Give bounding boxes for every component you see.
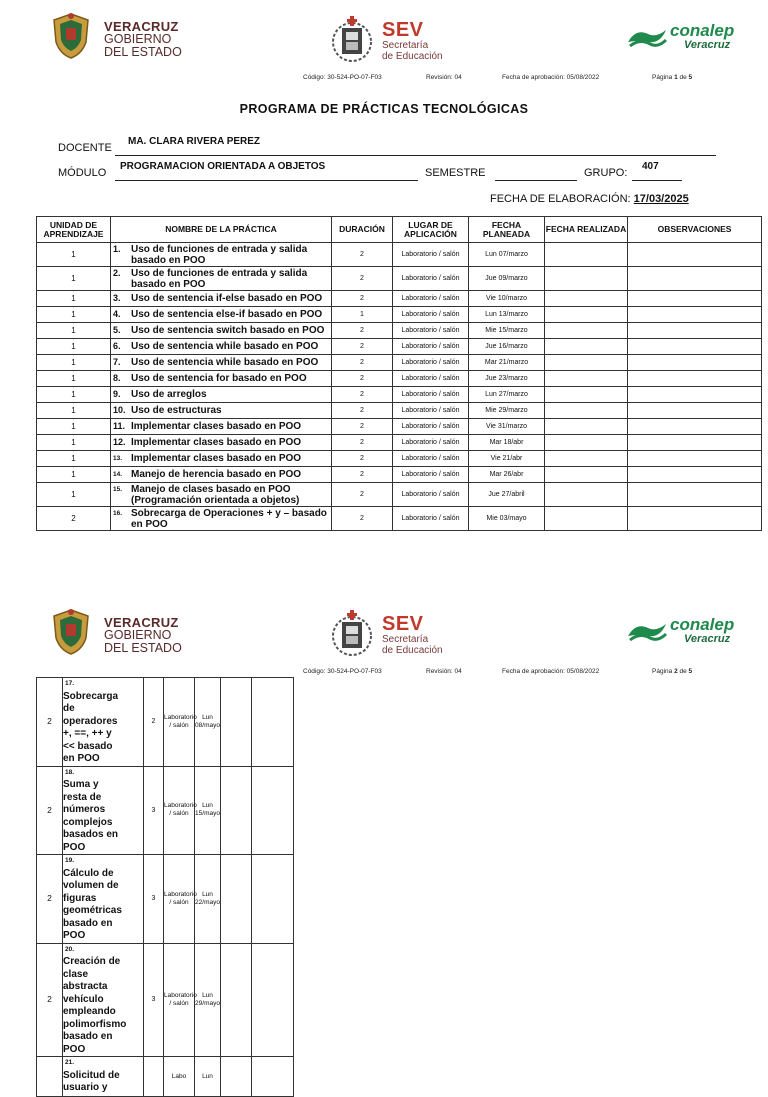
- table-row: [37, 507, 762, 531]
- veracruz-line3: DEL ESTADO: [104, 641, 182, 655]
- cell-duracion: 2: [332, 387, 393, 403]
- cell-fecha-planeada: Vie 21/abr: [469, 451, 545, 467]
- cell-nombre: [63, 766, 144, 855]
- cell-lugar: Laboratorio / salón: [393, 339, 469, 355]
- cell-nombre: [63, 678, 144, 767]
- cell-fecha-planeada: Lun 27/marzo: [469, 387, 545, 403]
- cell-observaciones: [628, 467, 762, 483]
- cell-lugar: Laboratorio / salón: [164, 855, 195, 944]
- cell-duracion: 2: [144, 678, 164, 767]
- cell-num: 7.: [113, 357, 121, 367]
- cell-num: 11.: [113, 421, 126, 431]
- cell-duracion: 2: [332, 323, 393, 339]
- veracruz-line1: VERACRUZ: [104, 19, 179, 34]
- cell-duracion: 2: [332, 419, 393, 435]
- sev-line2: Secretaría: [382, 634, 429, 645]
- fecha-elaboracion-value: 17/03/2025: [633, 193, 689, 205]
- cell-unidad: 2: [37, 507, 111, 531]
- cell-nombre-text: Uso de sentencia while basado en POO: [131, 341, 319, 352]
- cell-lugar: Laboratorio / salón: [393, 467, 469, 483]
- cell-nombre: [111, 267, 332, 291]
- cell-observaciones: [628, 267, 762, 291]
- cell-nombre: [63, 1057, 144, 1097]
- cell-fecha-realizada: [545, 507, 628, 531]
- cell-nombre-text: Uso de funciones de entrada y salida basado en POO: [131, 243, 308, 266]
- cell-duracion: 2: [332, 339, 393, 355]
- cell-duracion: 2: [332, 291, 393, 307]
- cell-num: 10.: [113, 405, 126, 415]
- cell-nombre-text: Cálculo de volumen de figuras geométricas basado en POO: [63, 867, 122, 941]
- cell-observaciones: [628, 483, 762, 507]
- cell-fecha-planeada: Mar 18/abr: [469, 435, 545, 451]
- cell-observaciones: [628, 291, 762, 307]
- cell-fecha-planeada: Vie 31/marzo: [469, 419, 545, 435]
- grupo-value: 407: [642, 161, 659, 172]
- cell-nombre-text: Uso de arreglos: [131, 389, 207, 400]
- sev-line3: de Educación: [382, 51, 443, 62]
- cell-num: 15.: [113, 485, 123, 493]
- docente-underline: [115, 155, 716, 156]
- table-row: [37, 403, 762, 419]
- col-lugar: LUGAR DE APLICACIÓN: [393, 217, 469, 243]
- practicas-table-p2: [36, 677, 294, 1097]
- cell-lugar: Laboratorio / salón: [393, 419, 469, 435]
- semestre-underline: [495, 180, 577, 181]
- table-row: [37, 483, 762, 507]
- sev-emblem-icon: [330, 14, 374, 64]
- cell-fecha-realizada: [545, 435, 628, 451]
- cell-unidad: 1: [37, 371, 111, 387]
- cell-unidad: 1: [37, 243, 111, 267]
- cell-nombre-text: Uso de sentencia if-else basado en POO: [131, 293, 323, 304]
- doc-revision-p2: Revisión: 04: [426, 668, 462, 675]
- doc-approval-date-p2: Fecha de aprobación: 05/08/2022: [502, 668, 600, 675]
- cell-num: 6.: [113, 341, 121, 351]
- cell-nombre: [111, 307, 332, 323]
- cell-lugar: Laboratorio / salón: [393, 291, 469, 307]
- cell-observaciones: [628, 403, 762, 419]
- cell-nombre: [111, 243, 332, 267]
- cell-nombre-text: Uso de estructuras: [131, 405, 222, 416]
- cell-fecha-realizada: [221, 1057, 252, 1097]
- grupo-underline: [632, 180, 682, 181]
- cell-observaciones: [628, 419, 762, 435]
- cell-duracion: 2: [332, 507, 393, 531]
- cell-num: 2.: [113, 267, 121, 278]
- conalep-line2: Veracruz: [684, 633, 731, 645]
- cell-lugar: Laboratorio / salón: [393, 267, 469, 291]
- col-observaciones: OBSERVACIONES: [628, 217, 762, 243]
- conalep-mark-icon: [626, 26, 668, 50]
- conalep-line1: conalep: [670, 21, 735, 40]
- cell-unidad: 2: [37, 855, 63, 944]
- cell-nombre-text: Manejo de clases basado en POO (Programación orientada a objetos): [131, 483, 300, 506]
- cell-nombre: [111, 435, 332, 451]
- cell-unidad: [37, 1057, 63, 1097]
- cell-fecha-realizada: [545, 355, 628, 371]
- cell-nombre-text: Creación de clase abstracta vehículo empleando polimorfismo basado en POO: [63, 956, 127, 1055]
- table-row: [37, 766, 294, 855]
- conalep-mark-icon: [626, 620, 668, 644]
- cell-lugar: Laboratorio / salón: [393, 323, 469, 339]
- docente-value: MA. CLARA RIVERA PEREZ: [128, 136, 261, 147]
- table-row: [37, 339, 762, 355]
- cell-duracion: 2: [332, 403, 393, 419]
- veracruz-line2: GOBIERNO: [104, 32, 172, 46]
- cell-observaciones: [628, 355, 762, 371]
- cell-unidad: 1: [37, 307, 111, 323]
- cell-lugar: Laboratorio / salón: [393, 451, 469, 467]
- table-row: [37, 678, 294, 767]
- cell-unidad: 1: [37, 451, 111, 467]
- table-row: [37, 267, 762, 291]
- page-number: Página 1 de 5: [652, 74, 693, 81]
- page-title: PROGRAMA DE PRÁCTICAS TECNOLÓGICAS: [239, 102, 529, 116]
- sev-emblem-icon: [330, 608, 374, 658]
- cell-lugar: Laboratorio / salón: [164, 943, 195, 1057]
- cell-observaciones: [628, 323, 762, 339]
- cell-fecha-planeada: Mie 29/marzo: [469, 403, 545, 419]
- cell-duracion: 2: [332, 355, 393, 371]
- cell-nombre: [111, 355, 332, 371]
- cell-num: 19.: [65, 857, 75, 864]
- cell-nombre-text: Uso de sentencia for basado en POO: [131, 373, 307, 384]
- col-fecha-planeada: FECHA PLANEADA: [469, 217, 545, 243]
- cell-num: 5.: [113, 325, 121, 335]
- cell-unidad: 1: [37, 323, 111, 339]
- cell-fecha-planeada: Vie 10/marzo: [469, 291, 545, 307]
- cell-duracion: [144, 1057, 164, 1097]
- table-row: [37, 855, 294, 944]
- cell-nombre: [111, 403, 332, 419]
- cell-observaciones: [252, 766, 294, 855]
- cell-lugar: Laboratorio / salón: [393, 403, 469, 419]
- cell-duracion: 3: [144, 943, 164, 1057]
- veracruz-logo: [52, 12, 202, 62]
- cell-fecha-realizada: [545, 243, 628, 267]
- cell-fecha-planeada: Mie 03/mayo: [469, 507, 545, 531]
- sev-line2: Secretaría: [382, 40, 429, 51]
- cell-nombre-text: Sobrecarga de Operaciones + y – basado en POO: [131, 507, 327, 530]
- cell-observaciones: [628, 507, 762, 531]
- cell-nombre: [111, 339, 332, 355]
- cell-num: 21.: [65, 1059, 75, 1066]
- docente-label: DOCENTE: [58, 142, 112, 154]
- cell-nombre: [111, 291, 332, 307]
- table-row: [37, 451, 762, 467]
- cell-unidad: 1: [37, 419, 111, 435]
- modulo-underline: [115, 180, 418, 181]
- cell-unidad: 1: [37, 483, 111, 507]
- doc-code: Código: 30-524-PO-07-F03: [303, 74, 382, 81]
- cell-unidad: 2: [37, 943, 63, 1057]
- table-row: [37, 307, 762, 323]
- cell-num: 18.: [65, 768, 75, 776]
- cell-fecha-realizada: [545, 451, 628, 467]
- cell-nombre: [111, 323, 332, 339]
- cell-duracion: 2: [332, 467, 393, 483]
- cell-num: 3.: [113, 293, 121, 303]
- cell-nombre: [63, 943, 144, 1057]
- cell-unidad: 1: [37, 267, 111, 291]
- cell-fecha-planeada: Lun 15/mayo: [195, 766, 221, 855]
- cell-lugar: Labo: [164, 1057, 195, 1097]
- fecha-elaboracion: [490, 193, 689, 205]
- table-row: [37, 467, 762, 483]
- grupo-label: GRUPO:: [584, 167, 628, 179]
- cell-fecha-planeada: Mie 15/marzo: [469, 323, 545, 339]
- cell-unidad: 1: [37, 403, 111, 419]
- cell-num: 12.: [113, 437, 126, 447]
- table-header-row: [37, 217, 762, 243]
- sev-line3: de Educación: [382, 645, 443, 656]
- veracruz-line1: VERACRUZ: [104, 615, 179, 630]
- doc-revision: Revisión: 04: [426, 74, 462, 81]
- conalep-line2: Veracruz: [684, 39, 731, 51]
- cell-fecha-planeada: Mar 21/marzo: [469, 355, 545, 371]
- col-unidad: UNIDAD DE APRENDIZAJE: [37, 217, 111, 243]
- cell-lugar: Laboratorio / salón: [164, 678, 195, 767]
- conalep-line1: conalep: [670, 615, 735, 634]
- cell-nombre: [111, 419, 332, 435]
- cell-unidad: 1: [37, 291, 111, 307]
- sev-line1: SEV: [382, 19, 424, 41]
- cell-nombre: [111, 371, 332, 387]
- cell-duracion: 2: [332, 435, 393, 451]
- cell-fecha-planeada: Lun: [195, 1057, 221, 1097]
- conalep-logo: [626, 22, 756, 56]
- cell-duracion: 2: [332, 451, 393, 467]
- cell-observaciones: [252, 1057, 294, 1097]
- cell-num: 16.: [113, 509, 123, 517]
- cell-unidad: 1: [37, 435, 111, 451]
- cell-fecha-realizada: [545, 483, 628, 507]
- cell-lugar: Laboratorio / salón: [393, 507, 469, 531]
- table-row: [37, 355, 762, 371]
- cell-lugar: Laboratorio / salón: [393, 355, 469, 371]
- cell-nombre-text: Solicitud de usuario y: [63, 1069, 120, 1093]
- cell-num: 4.: [113, 309, 121, 319]
- cell-fecha-planeada: Lun 08/mayo: [195, 678, 221, 767]
- cell-duracion: 1: [332, 307, 393, 323]
- cell-nombre-text: Uso de sentencia else-if basado en POO: [131, 309, 323, 320]
- table-row: [37, 943, 294, 1057]
- cell-fecha-realizada: [545, 467, 628, 483]
- cell-fecha-realizada: [545, 419, 628, 435]
- cell-nombre-text: Implementar clases basado en POO: [131, 421, 302, 432]
- sev-line1: SEV: [382, 613, 424, 635]
- cell-fecha-realizada: [221, 678, 252, 767]
- table-row: [37, 243, 762, 267]
- table-row: [37, 419, 762, 435]
- cell-duracion: 2: [332, 371, 393, 387]
- cell-num: 13.: [113, 455, 123, 462]
- modulo-value: PROGRAMACION ORIENTADA A OBJETOS: [120, 161, 326, 172]
- cell-nombre-text: Suma y resta de números complejos basados en POO: [63, 779, 119, 853]
- cell-nombre-text: Implementar clases basado en POO: [131, 453, 302, 464]
- cell-lugar: Laboratorio / salón: [393, 387, 469, 403]
- cell-fecha-planeada: Jue 23/marzo: [469, 371, 545, 387]
- table-row: [37, 435, 762, 451]
- cell-fecha-realizada: [221, 855, 252, 944]
- cell-observaciones: [628, 435, 762, 451]
- table-row: [37, 291, 762, 307]
- cell-duracion: 3: [144, 766, 164, 855]
- cell-fecha-planeada: Lun 07/marzo: [469, 243, 545, 267]
- cell-lugar: Laboratorio / salón: [393, 435, 469, 451]
- cell-num: 20.: [65, 945, 75, 953]
- cell-fecha-realizada: [545, 403, 628, 419]
- cell-nombre: [111, 483, 332, 507]
- cell-unidad: 1: [37, 355, 111, 371]
- conalep-logo-p2: [626, 616, 756, 650]
- cell-lugar: Laboratorio / salón: [164, 766, 195, 855]
- cell-duracion: 2: [332, 243, 393, 267]
- veracruz-shield-icon: [52, 608, 90, 656]
- cell-nombre: [111, 387, 332, 403]
- cell-observaciones: [252, 943, 294, 1057]
- cell-nombre: [111, 467, 332, 483]
- cell-fecha-realizada: [545, 387, 628, 403]
- cell-unidad: 1: [37, 467, 111, 483]
- cell-lugar: Laboratorio / salón: [393, 243, 469, 267]
- col-duracion: DURACIÓN: [332, 217, 393, 243]
- veracruz-line2: GOBIERNO: [104, 628, 172, 642]
- cell-fecha-planeada: Jue 16/marzo: [469, 339, 545, 355]
- veracruz-logo-p2: [52, 608, 202, 658]
- cell-fecha-planeada: Lun 22/mayo: [195, 855, 221, 944]
- cell-unidad: 1: [37, 387, 111, 403]
- page-number-p2: Página 2 de 5: [652, 668, 693, 675]
- cell-fecha-realizada: [545, 267, 628, 291]
- practicas-table: [36, 216, 762, 531]
- cell-duracion: 3: [144, 855, 164, 944]
- cell-fecha-planeada: Lun 13/marzo: [469, 307, 545, 323]
- cell-duracion: 2: [332, 267, 393, 291]
- cell-lugar: Laboratorio / salón: [393, 371, 469, 387]
- cell-nombre-text: Sobrecarga de operadores +, ==, ++ y << basado en POO: [63, 690, 119, 764]
- cell-nombre-text: Uso de funciones de entrada y salida basado en POO: [131, 267, 308, 290]
- cell-fecha-realizada: [545, 339, 628, 355]
- cell-observaciones: [628, 371, 762, 387]
- cell-nombre-text: Manejo de herencia basado en POO: [131, 469, 302, 480]
- table-row: [37, 387, 762, 403]
- cell-unidad: 2: [37, 678, 63, 767]
- cell-observaciones: [252, 855, 294, 944]
- cell-observaciones: [628, 451, 762, 467]
- doc-approval-date: Fecha de aprobación: 05/08/2022: [502, 74, 600, 81]
- cell-num: 17.: [65, 680, 75, 687]
- fecha-elaboracion-label: FECHA DE ELABORACIÓN:: [490, 193, 631, 205]
- modulo-label: MÓDULO: [58, 167, 107, 179]
- cell-num: 9.: [113, 389, 121, 399]
- cell-nombre: [111, 507, 332, 531]
- cell-observaciones: [628, 307, 762, 323]
- cell-nombre-text: Uso de sentencia switch basado en POO: [131, 325, 325, 336]
- cell-fecha-realizada: [545, 323, 628, 339]
- doc-code-p2: Código: 30-524-PO-07-F03: [303, 668, 382, 675]
- cell-fecha-planeada: Lun 29/mayo: [195, 943, 221, 1057]
- cell-fecha-planeada: Mar 26/abr: [469, 467, 545, 483]
- cell-num: 14.: [113, 471, 123, 478]
- cell-fecha-planeada: Jue 09/marzo: [469, 267, 545, 291]
- cell-nombre-text: Uso de sentencia while basado en POO: [131, 357, 319, 368]
- semestre-label: SEMESTRE: [425, 167, 486, 179]
- col-nombre: NOMBRE DE LA PRÁCTICA: [111, 217, 332, 243]
- cell-fecha-realizada: [545, 291, 628, 307]
- cell-observaciones: [252, 678, 294, 767]
- cell-fecha-realizada: [221, 943, 252, 1057]
- table-row: [37, 371, 762, 387]
- cell-fecha-planeada: Jue 27/abril: [469, 483, 545, 507]
- cell-lugar: Laboratorio / salón: [393, 483, 469, 507]
- cell-unidad: 2: [37, 766, 63, 855]
- cell-duracion: 2: [332, 483, 393, 507]
- cell-lugar: Laboratorio / salón: [393, 307, 469, 323]
- cell-nombre: [63, 855, 144, 944]
- cell-fecha-realizada: [221, 766, 252, 855]
- cell-unidad: 1: [37, 339, 111, 355]
- table-row: [37, 323, 762, 339]
- cell-num: 1.: [113, 243, 121, 254]
- cell-nombre: [111, 451, 332, 467]
- cell-num: 8.: [113, 373, 121, 383]
- sev-logo-p2: [330, 608, 460, 660]
- cell-observaciones: [628, 387, 762, 403]
- col-fecha-realizada: FECHA REALIZADA: [545, 217, 628, 243]
- veracruz-line3: DEL ESTADO: [104, 45, 182, 59]
- cell-fecha-realizada: [545, 307, 628, 323]
- cell-observaciones: [628, 339, 762, 355]
- cell-fecha-realizada: [545, 371, 628, 387]
- veracruz-shield-icon: [52, 12, 90, 60]
- cell-nombre-text: Implementar clases basado en POO: [131, 437, 302, 448]
- sev-logo: [330, 14, 460, 66]
- table-row: [37, 1057, 294, 1097]
- cell-observaciones: [628, 243, 762, 267]
